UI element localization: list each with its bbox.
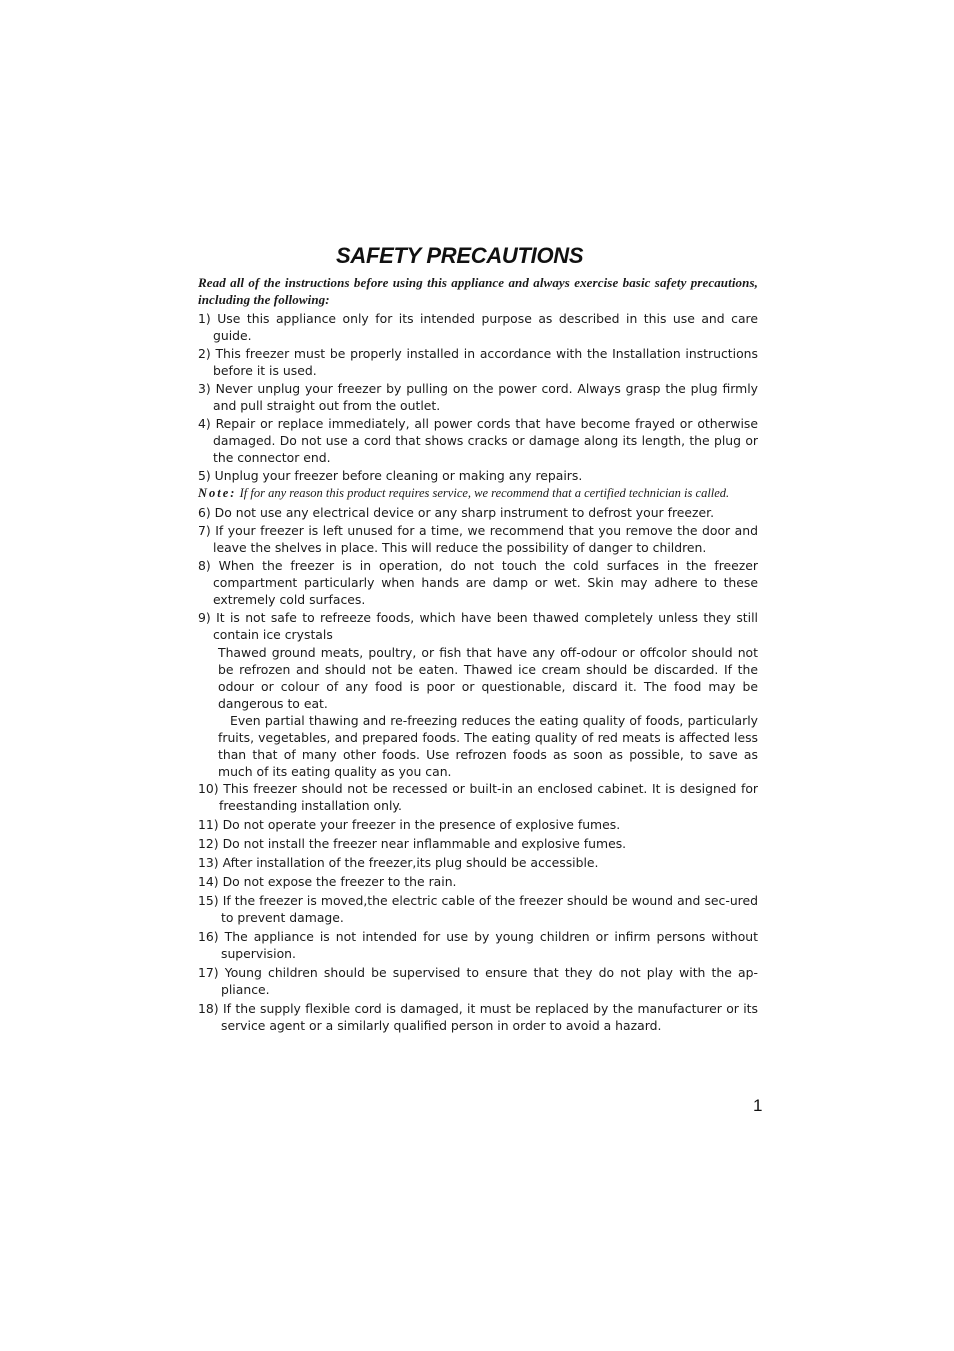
item-text: Do not operate your freezer in the presence of explosive fumes. — [222, 817, 621, 832]
item-number: 16) — [198, 929, 219, 944]
item-text: After installation of the freezer,its plug should be accessible. — [222, 855, 599, 870]
item-number: 5) — [198, 468, 211, 483]
item-number: 9) — [198, 610, 211, 625]
item-text: Use this appliance only for its intended purpose as described in this use and care guide. — [213, 311, 758, 343]
list-item — [198, 892, 758, 926]
item-number: 13) — [198, 855, 219, 870]
note-label: Note: — [198, 486, 237, 500]
item-number: 7) — [198, 523, 211, 538]
intro-text: Read all of the instructions before using this appliance and always exercise basic safety precautions, including the following: — [198, 275, 758, 307]
item-number: 14) — [198, 874, 219, 889]
item-text: If the freezer is moved,the electric cable of the freezer should be wound and sec-ured to prevent damage. — [221, 893, 758, 925]
item-number: 2) — [198, 346, 211, 361]
item-number: 18) — [198, 1001, 219, 1016]
item-number: 1) — [198, 311, 211, 326]
item-number: 17) — [198, 965, 219, 980]
item-text: When the freezer is in operation, do not touch the cold surfaces in the freezer compartment particularly when hands are damp or wet. Skin may adhere to these extremely cold surfaces. — [213, 558, 758, 607]
list-item — [198, 609, 758, 643]
list-item — [198, 467, 758, 484]
list-item — [198, 780, 758, 814]
item-text: Never unplug your freezer by pulling on the power cord. Always grasp the plug firmly and pull straight out from the outlet. — [213, 381, 758, 413]
list-item — [198, 415, 758, 466]
item-text: Young children should be supervised to ensure that they do not play with the ap-pliance. — [221, 965, 758, 997]
service-note — [198, 485, 758, 501]
page-number: 1 — [753, 1096, 763, 1115]
list-item — [198, 816, 758, 833]
item-text: Unplug your freezer before cleaning or making any repairs. — [214, 468, 583, 483]
item-text: Do not expose the freezer to the rain. — [222, 874, 457, 889]
list-item — [198, 854, 758, 871]
list-item — [198, 380, 758, 414]
list-item — [198, 345, 758, 379]
list-item — [198, 504, 758, 521]
item-number: 4) — [198, 416, 211, 431]
list-item — [198, 310, 758, 344]
list-item — [198, 873, 758, 890]
list-item — [198, 557, 758, 608]
item-text: Do not install the freezer near inflammable and explosive fumes. — [222, 836, 627, 851]
page-title: SAFETY PRECAUTIONS — [336, 243, 584, 268]
item-text: Repair or replace immediately, all power cords that have become frayed or otherwise damaged. Do not use a cord that shows cracks or damage along its length, the plug or the connector end. — [213, 416, 758, 465]
item-text: If your freezer is left unused for a time, we recommend that you remove the door and leave the shelves in place. This will reduce the possibility of danger to children. — [213, 523, 758, 555]
item-number: 15) — [198, 893, 219, 908]
list-item — [198, 964, 758, 998]
item-text: If the supply flexible cord is damaged, it must be replaced by the manufacturer or its service agent or a similarly qualified person in order to avoid a hazard. — [221, 1001, 758, 1033]
item-text: The appliance is not intended for use by young children or infirm persons without supervision. — [221, 929, 758, 961]
item-number: 6) — [198, 505, 211, 520]
item-text: This freezer must be properly installed in accordance with the Installation instructions before it is used. — [213, 346, 758, 378]
list-item — [198, 835, 758, 852]
refreeze-paragraph: Thawed ground meats, poultry, or fish that have any off-odour or offcolor should not be refrozen and should not be eaten. Thawed ice cream should be discarded. If the odour or colour of any food is poor or questionable, discard it. The food may be dangerous to eat. — [218, 645, 758, 711]
note-text: If for any reason this product requires service, we recommend that a certified technician is called. — [239, 486, 730, 500]
item-number: 11) — [198, 817, 219, 832]
safety-content — [198, 274, 758, 1035]
item-text: Do not use any electrical device or any sharp instrument to defrost your freezer. — [214, 505, 715, 520]
item-number: 12) — [198, 836, 219, 851]
item-number: 8) — [198, 558, 211, 573]
item-number: 10) — [198, 781, 219, 796]
item-text: It is not safe to refreeze foods, which have been thawed completely unless they still contain ice crystals — [213, 610, 758, 642]
list-item — [198, 522, 758, 556]
item-text: This freezer should not be recessed or built-in an enclosed cabinet. It is designed for freestanding installation only. — [219, 781, 758, 813]
list-item — [198, 928, 758, 962]
item-number: 3) — [198, 381, 211, 396]
list-item — [198, 1000, 758, 1034]
thawing-paragraph: Even partial thawing and re-freezing reduces the eating quality of foods, particularly fruits, vegetables, and prepared foods. The eating quality of red meats is affected less than that of many other foods. Use refrozen foods as soon as possible, to save as much of its eating quality as you can. — [218, 713, 758, 779]
